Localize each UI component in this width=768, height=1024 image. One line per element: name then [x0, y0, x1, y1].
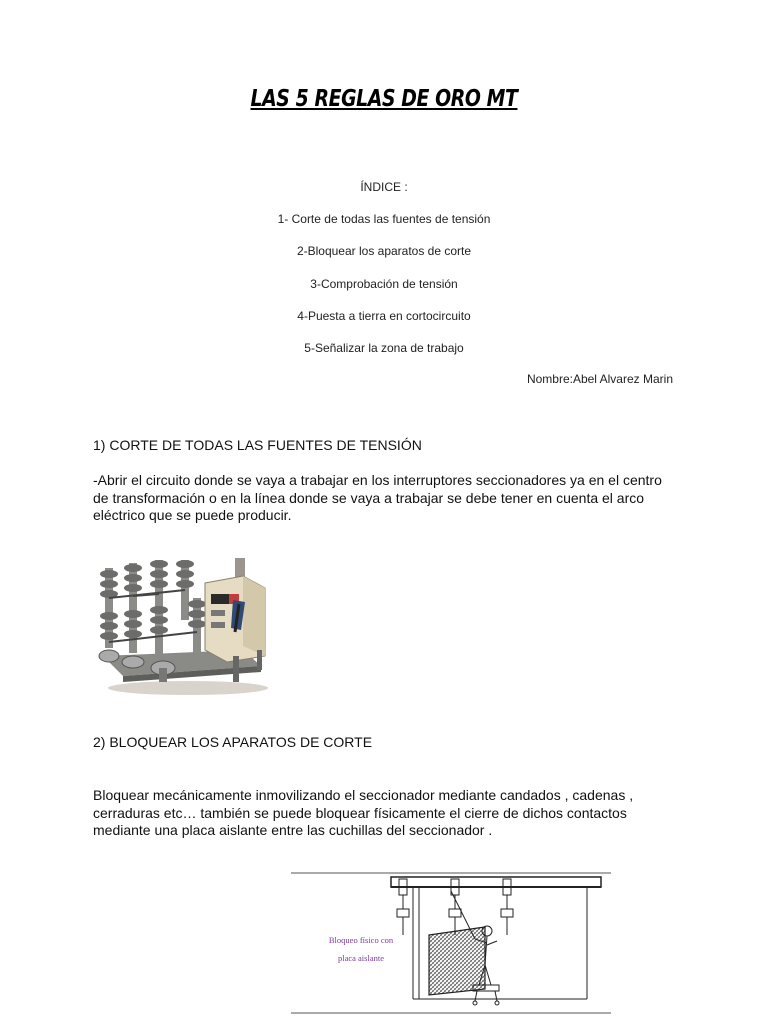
index-item-3: 3-Comprobación de tensión	[310, 277, 458, 291]
disconnector-switch-image	[93, 538, 270, 700]
index-item-5: 5-Señalizar la zona de trabajo	[304, 341, 464, 355]
figure-caption-line-2: placa aislante	[337, 953, 385, 963]
author-name: Nombre:Abel Alvarez Marin	[526, 372, 673, 386]
section-2-heading: 2) BLOQUEAR LOS APARATOS DE CORTE	[93, 734, 373, 750]
document-title: LAS 5 REGLAS DE ORO MT	[250, 86, 518, 112]
index-heading: ÍNDICE :	[360, 180, 408, 194]
index-item-1: 1- Corte de todas las fuentes de tensión	[277, 212, 491, 226]
index-item-2: 2-Bloquear los aparatos de corte	[296, 244, 472, 258]
section-2-body: Bloquear mecánicamente inmovilizando el seccionador mediante candados , cadenas , cerraduras etc… también se puede bloquear físicamente el cierre de dichos contactos mediante una placa aislante entre las cuchillas del seccionador .	[93, 787, 634, 838]
section-1-body: -Abrir el circuito donde se vaya a trabajar en los interruptores seccionadores ya en el centro de transformación o en la línea donde se vaya a trabajar se debe tener en cuenta el arco eléctrico que se puede producir.	[93, 472, 662, 523]
figure-caption-line-1: Bloqueo físico con	[328, 935, 394, 945]
insulating-plate-illustration	[291, 869, 611, 1014]
section-1-heading: 1) CORTE DE TODAS LAS FUENTES DE TENSIÓN	[93, 437, 422, 453]
index-item-4: 4-Puesta a tierra en cortocircuito	[297, 309, 471, 323]
